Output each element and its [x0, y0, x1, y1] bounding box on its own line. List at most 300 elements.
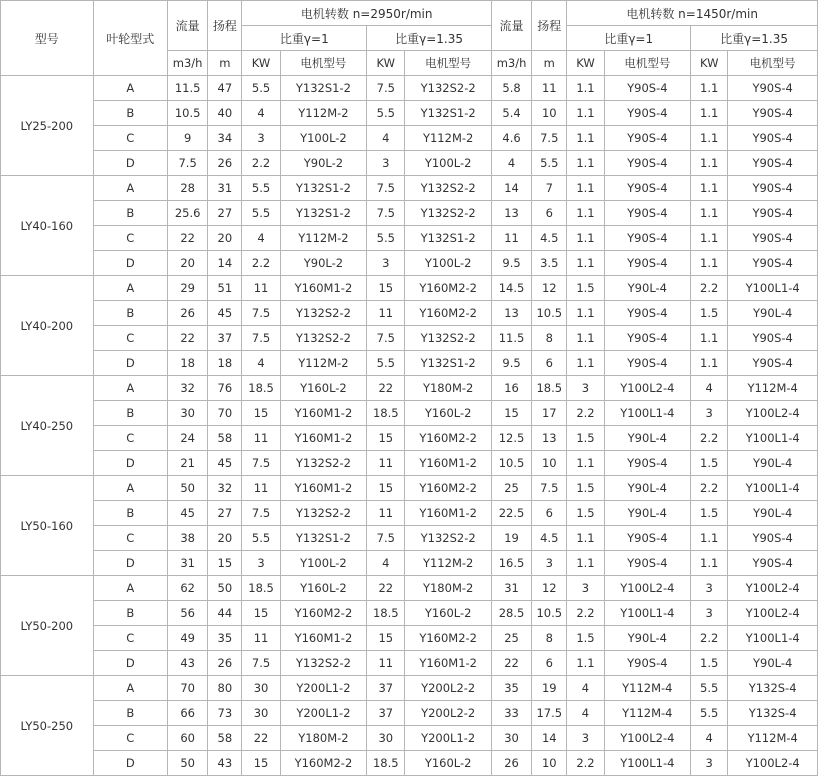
impeller-type-cell: D	[93, 651, 167, 676]
kw-sg1-2950-cell: 11	[242, 276, 280, 301]
motor-sg135-2950-cell: Y160L-2	[405, 401, 492, 426]
motor-sg135-2950-cell: Y132S2-2	[405, 526, 492, 551]
table-row	[1, 226, 818, 251]
flow-2950-cell: 26	[168, 301, 208, 326]
unit-kw-sg1-1450: KW	[567, 51, 604, 76]
motor-sg135-1450-cell: Y132S-4	[728, 676, 818, 701]
head-2950-cell: 50	[208, 576, 242, 601]
kw-sg135-2950-cell: 18.5	[367, 601, 405, 626]
impeller-type-cell: A	[93, 76, 167, 101]
kw-sg135-1450-cell: 1.1	[691, 226, 728, 251]
motor-sg1-2950-cell: Y132S1-2	[280, 76, 367, 101]
kw-sg135-2950-cell: 11	[367, 651, 405, 676]
header-flow-1450: 流量	[491, 1, 531, 51]
model-cell: LY50-250	[1, 676, 94, 776]
motor-sg135-1450-cell: Y90S-4	[728, 151, 818, 176]
table-row	[1, 576, 818, 601]
kw-sg1-1450-cell: 1.1	[567, 126, 604, 151]
kw-sg135-2950-cell: 15	[367, 426, 405, 451]
impeller-type-cell: C	[93, 226, 167, 251]
kw-sg135-1450-cell: 2.2	[691, 476, 728, 501]
kw-sg1-2950-cell: 3	[242, 551, 280, 576]
flow-1450-cell: 12.5	[491, 426, 531, 451]
header-flow-2950: 流量	[168, 1, 208, 51]
kw-sg135-2950-cell: 5.5	[367, 351, 405, 376]
kw-sg135-2950-cell: 4	[367, 126, 405, 151]
kw-sg1-2950-cell: 30	[242, 701, 280, 726]
table-row	[1, 726, 818, 751]
motor-sg135-2950-cell: Y160L-2	[405, 751, 492, 776]
table-row	[1, 126, 818, 151]
head-2950-cell: 15	[208, 551, 242, 576]
motor-sg1-1450-cell: Y100L1-4	[604, 601, 691, 626]
head-1450-cell: 7	[532, 176, 567, 201]
head-2950-cell: 80	[208, 676, 242, 701]
flow-2950-cell: 24	[168, 426, 208, 451]
head-2950-cell: 34	[208, 126, 242, 151]
flow-2950-cell: 38	[168, 526, 208, 551]
flow-2950-cell: 31	[168, 551, 208, 576]
table-row	[1, 251, 818, 276]
kw-sg1-1450-cell: 1.1	[567, 101, 604, 126]
head-1450-cell: 10	[532, 751, 567, 776]
motor-sg135-1450-cell: Y90S-4	[728, 126, 818, 151]
flow-2950-cell: 28	[168, 176, 208, 201]
kw-sg1-1450-cell: 2.2	[567, 401, 604, 426]
kw-sg135-2950-cell: 7.5	[367, 526, 405, 551]
motor-sg1-2950-cell: Y112M-2	[280, 101, 367, 126]
impeller-type-cell: B	[93, 101, 167, 126]
flow-2950-cell: 20	[168, 251, 208, 276]
table-row	[1, 301, 818, 326]
impeller-type-cell: A	[93, 676, 167, 701]
head-1450-cell: 7.5	[532, 476, 567, 501]
kw-sg135-1450-cell: 3	[691, 601, 728, 626]
head-1450-cell: 12	[532, 276, 567, 301]
flow-1450-cell: 4	[491, 151, 531, 176]
motor-sg135-1450-cell: Y90S-4	[728, 176, 818, 201]
motor-sg135-2950-cell: Y132S1-2	[405, 101, 492, 126]
kw-sg135-2950-cell: 11	[367, 301, 405, 326]
flow-2950-cell: 32	[168, 376, 208, 401]
kw-sg135-1450-cell: 2.2	[691, 276, 728, 301]
kw-sg1-2950-cell: 4	[242, 226, 280, 251]
table-row	[1, 326, 818, 351]
kw-sg135-1450-cell: 1.1	[691, 76, 728, 101]
motor-sg135-1450-cell: Y90L-4	[728, 301, 818, 326]
motor-sg1-1450-cell: Y90L-4	[604, 476, 691, 501]
flow-2950-cell: 10.5	[168, 101, 208, 126]
impeller-type-cell: B	[93, 701, 167, 726]
impeller-type-cell: D	[93, 151, 167, 176]
kw-sg135-1450-cell: 1.1	[691, 126, 728, 151]
motor-sg1-1450-cell: Y90S-4	[604, 151, 691, 176]
header-head-1450: 扬程	[532, 1, 567, 51]
motor-sg1-1450-cell: Y90S-4	[604, 451, 691, 476]
motor-sg1-2950-cell: Y90L-2	[280, 251, 367, 276]
head-1450-cell: 4.5	[532, 526, 567, 551]
head-1450-cell: 12	[532, 576, 567, 601]
unit-kw-sg1-2950: KW	[242, 51, 280, 76]
head-1450-cell: 13	[532, 426, 567, 451]
motor-sg135-2950-cell: Y200L2-2	[405, 701, 492, 726]
kw-sg1-1450-cell: 1.5	[567, 501, 604, 526]
kw-sg1-2950-cell: 18.5	[242, 576, 280, 601]
table-body	[1, 76, 818, 776]
motor-sg1-1450-cell: Y90S-4	[604, 76, 691, 101]
flow-2950-cell: 29	[168, 276, 208, 301]
flow-1450-cell: 11.5	[491, 326, 531, 351]
head-1450-cell: 6	[532, 501, 567, 526]
kw-sg135-2950-cell: 3	[367, 151, 405, 176]
kw-sg1-1450-cell: 1.1	[567, 176, 604, 201]
header-model: 型号	[1, 1, 94, 76]
flow-1450-cell: 30	[491, 726, 531, 751]
flow-1450-cell: 9.5	[491, 251, 531, 276]
head-1450-cell: 19	[532, 676, 567, 701]
motor-sg1-1450-cell: Y100L2-4	[604, 376, 691, 401]
flow-1450-cell: 33	[491, 701, 531, 726]
kw-sg1-2950-cell: 18.5	[242, 376, 280, 401]
kw-sg1-2950-cell: 11	[242, 476, 280, 501]
kw-sg135-2950-cell: 3	[367, 251, 405, 276]
motor-sg135-2950-cell: Y132S1-2	[405, 226, 492, 251]
motor-sg135-2950-cell: Y132S2-2	[405, 326, 492, 351]
impeller-type-cell: D	[93, 551, 167, 576]
motor-sg135-2950-cell: Y132S2-2	[405, 201, 492, 226]
motor-sg135-2950-cell: Y112M-2	[405, 551, 492, 576]
table-row	[1, 701, 818, 726]
flow-1450-cell: 35	[491, 676, 531, 701]
kw-sg1-2950-cell: 7.5	[242, 451, 280, 476]
table-row	[1, 551, 818, 576]
kw-sg1-1450-cell: 1.1	[567, 551, 604, 576]
head-1450-cell: 8	[532, 326, 567, 351]
table-row	[1, 676, 818, 701]
kw-sg135-2950-cell: 11	[367, 451, 405, 476]
flow-1450-cell: 10.5	[491, 451, 531, 476]
impeller-type-cell: B	[93, 201, 167, 226]
kw-sg1-2950-cell: 3	[242, 126, 280, 151]
motor-sg135-1450-cell: Y90S-4	[728, 101, 818, 126]
head-2950-cell: 70	[208, 401, 242, 426]
unit-flow-1450: m3/h	[491, 51, 531, 76]
kw-sg135-2950-cell: 30	[367, 726, 405, 751]
head-2950-cell: 14	[208, 251, 242, 276]
motor-sg135-2950-cell: Y180M-2	[405, 576, 492, 601]
motor-sg135-1450-cell: Y100L2-4	[728, 401, 818, 426]
kw-sg135-2950-cell: 5.5	[367, 226, 405, 251]
kw-sg135-1450-cell: 2.2	[691, 426, 728, 451]
head-2950-cell: 31	[208, 176, 242, 201]
unit-flow-2950: m3/h	[168, 51, 208, 76]
flow-2950-cell: 11.5	[168, 76, 208, 101]
motor-sg1-1450-cell: Y90S-4	[604, 351, 691, 376]
kw-sg135-2950-cell: 7.5	[367, 201, 405, 226]
flow-1450-cell: 13	[491, 301, 531, 326]
flow-1450-cell: 14.5	[491, 276, 531, 301]
kw-sg135-2950-cell: 22	[367, 576, 405, 601]
kw-sg1-2950-cell: 4	[242, 351, 280, 376]
impeller-type-cell: C	[93, 126, 167, 151]
motor-sg1-2950-cell: Y90L-2	[280, 151, 367, 176]
head-2950-cell: 43	[208, 751, 242, 776]
flow-2950-cell: 25.6	[168, 201, 208, 226]
flow-2950-cell: 50	[168, 476, 208, 501]
table-row	[1, 351, 818, 376]
header-impeller: 叶轮型式	[93, 1, 167, 76]
flow-1450-cell: 5.4	[491, 101, 531, 126]
table-row	[1, 176, 818, 201]
motor-sg135-1450-cell: Y90S-4	[728, 326, 818, 351]
kw-sg1-1450-cell: 4	[567, 701, 604, 726]
motor-sg1-1450-cell: Y90S-4	[604, 651, 691, 676]
kw-sg1-2950-cell: 7.5	[242, 501, 280, 526]
motor-sg1-2950-cell: Y160M1-2	[280, 426, 367, 451]
impeller-type-cell: A	[93, 476, 167, 501]
flow-1450-cell: 22	[491, 651, 531, 676]
motor-sg135-2950-cell: Y100L-2	[405, 151, 492, 176]
flow-1450-cell: 31	[491, 576, 531, 601]
kw-sg135-2950-cell: 15	[367, 476, 405, 501]
motor-sg1-1450-cell: Y90L-4	[604, 276, 691, 301]
head-1450-cell: 10.5	[532, 601, 567, 626]
flow-1450-cell: 4.6	[491, 126, 531, 151]
flow-2950-cell: 66	[168, 701, 208, 726]
header-sg135-2950: 比重γ=1.35	[367, 26, 492, 51]
model-cell: LY40-200	[1, 276, 94, 376]
flow-1450-cell: 9.5	[491, 351, 531, 376]
kw-sg1-2950-cell: 30	[242, 676, 280, 701]
header-sg135-1450: 比重γ=1.35	[691, 26, 818, 51]
head-1450-cell: 6	[532, 201, 567, 226]
flow-1450-cell: 16.5	[491, 551, 531, 576]
motor-sg135-1450-cell: Y132S-4	[728, 701, 818, 726]
head-2950-cell: 58	[208, 426, 242, 451]
kw-sg1-1450-cell: 1.1	[567, 351, 604, 376]
head-2950-cell: 73	[208, 701, 242, 726]
motor-sg135-1450-cell: Y90S-4	[728, 351, 818, 376]
kw-sg135-1450-cell: 1.5	[691, 501, 728, 526]
head-2950-cell: 27	[208, 201, 242, 226]
head-2950-cell: 37	[208, 326, 242, 351]
motor-sg135-1450-cell: Y90L-4	[728, 651, 818, 676]
unit-kw-sg135-2950: KW	[367, 51, 405, 76]
motor-sg1-1450-cell: Y100L1-4	[604, 401, 691, 426]
kw-sg1-1450-cell: 4	[567, 676, 604, 701]
table-row	[1, 151, 818, 176]
motor-sg1-2950-cell: Y200L1-2	[280, 701, 367, 726]
kw-sg1-1450-cell: 1.5	[567, 626, 604, 651]
flow-2950-cell: 22	[168, 226, 208, 251]
flow-1450-cell: 25	[491, 626, 531, 651]
motor-sg1-1450-cell: Y90S-4	[604, 326, 691, 351]
table-row	[1, 526, 818, 551]
motor-sg1-1450-cell: Y90S-4	[604, 201, 691, 226]
motor-sg1-1450-cell: Y90S-4	[604, 301, 691, 326]
head-1450-cell: 10	[532, 101, 567, 126]
head-1450-cell: 18.5	[532, 376, 567, 401]
head-2950-cell: 58	[208, 726, 242, 751]
kw-sg135-1450-cell: 1.5	[691, 451, 728, 476]
motor-sg135-2950-cell: Y160M1-2	[405, 501, 492, 526]
head-1450-cell: 7.5	[532, 126, 567, 151]
kw-sg135-1450-cell: 1.1	[691, 551, 728, 576]
motor-sg135-2950-cell: Y132S1-2	[405, 351, 492, 376]
motor-sg1-1450-cell: Y100L2-4	[604, 576, 691, 601]
head-2950-cell: 47	[208, 76, 242, 101]
flow-1450-cell: 11	[491, 226, 531, 251]
motor-sg135-1450-cell: Y90S-4	[728, 201, 818, 226]
model-cell: LY25-200	[1, 76, 94, 176]
motor-model-sg135-1450: 电机型号	[728, 51, 818, 76]
motor-sg1-2950-cell: Y180M-2	[280, 726, 367, 751]
impeller-type-cell: B	[93, 301, 167, 326]
impeller-type-cell: A	[93, 576, 167, 601]
head-2950-cell: 26	[208, 651, 242, 676]
motor-sg1-2950-cell: Y160L-2	[280, 376, 367, 401]
kw-sg1-1450-cell: 1.1	[567, 151, 604, 176]
kw-sg1-2950-cell: 2.2	[242, 251, 280, 276]
impeller-type-cell: A	[93, 276, 167, 301]
flow-2950-cell: 50	[168, 751, 208, 776]
head-2950-cell: 45	[208, 301, 242, 326]
motor-sg135-1450-cell: Y100L1-4	[728, 276, 818, 301]
head-1450-cell: 4.5	[532, 226, 567, 251]
kw-sg1-1450-cell: 1.1	[567, 226, 604, 251]
kw-sg1-1450-cell: 1.1	[567, 526, 604, 551]
kw-sg135-1450-cell: 1.5	[691, 651, 728, 676]
head-1450-cell: 10.5	[532, 301, 567, 326]
kw-sg1-2950-cell: 7.5	[242, 651, 280, 676]
motor-sg1-2950-cell: Y132S1-2	[280, 526, 367, 551]
motor-sg1-2950-cell: Y132S2-2	[280, 501, 367, 526]
kw-sg1-2950-cell: 15	[242, 601, 280, 626]
header-speed-2950: 电机转数 n=2950r/min	[242, 1, 491, 26]
table-row	[1, 201, 818, 226]
flow-2950-cell: 49	[168, 626, 208, 651]
table-row	[1, 501, 818, 526]
table-row	[1, 651, 818, 676]
head-1450-cell: 8	[532, 626, 567, 651]
flow-2950-cell: 7.5	[168, 151, 208, 176]
kw-sg135-1450-cell: 1.1	[691, 351, 728, 376]
motor-sg1-1450-cell: Y100L1-4	[604, 751, 691, 776]
head-1450-cell: 6	[532, 351, 567, 376]
motor-sg1-1450-cell: Y90S-4	[604, 226, 691, 251]
motor-sg135-1450-cell: Y100L1-4	[728, 626, 818, 651]
head-2950-cell: 51	[208, 276, 242, 301]
flow-2950-cell: 43	[168, 651, 208, 676]
impeller-type-cell: D	[93, 451, 167, 476]
kw-sg135-1450-cell: 3	[691, 751, 728, 776]
unit-head-1450: m	[532, 51, 567, 76]
motor-model-sg135-2950: 电机型号	[405, 51, 492, 76]
flow-1450-cell: 14	[491, 176, 531, 201]
kw-sg135-1450-cell: 2.2	[691, 626, 728, 651]
flow-2950-cell: 60	[168, 726, 208, 751]
motor-sg1-2950-cell: Y132S2-2	[280, 326, 367, 351]
kw-sg135-2950-cell: 18.5	[367, 751, 405, 776]
motor-sg1-2950-cell: Y132S2-2	[280, 651, 367, 676]
header-speed-1450: 电机转数 n=1450r/min	[567, 1, 818, 26]
kw-sg1-2950-cell: 15	[242, 751, 280, 776]
kw-sg1-2950-cell: 5.5	[242, 176, 280, 201]
motor-sg135-1450-cell: Y90S-4	[728, 526, 818, 551]
kw-sg1-2950-cell: 15	[242, 401, 280, 426]
motor-sg135-1450-cell: Y112M-4	[728, 376, 818, 401]
kw-sg1-2950-cell: 7.5	[242, 326, 280, 351]
flow-1450-cell: 22.5	[491, 501, 531, 526]
kw-sg135-2950-cell: 5.5	[367, 101, 405, 126]
flow-1450-cell: 19	[491, 526, 531, 551]
model-cell: LY40-160	[1, 176, 94, 276]
kw-sg135-2950-cell: 7.5	[367, 326, 405, 351]
head-2950-cell: 26	[208, 151, 242, 176]
motor-sg135-1450-cell: Y90S-4	[728, 76, 818, 101]
kw-sg1-1450-cell: 1.1	[567, 326, 604, 351]
kw-sg135-1450-cell: 1.1	[691, 201, 728, 226]
motor-sg1-2950-cell: Y160M1-2	[280, 401, 367, 426]
flow-2950-cell: 22	[168, 326, 208, 351]
impeller-type-cell: D	[93, 251, 167, 276]
flow-1450-cell: 15	[491, 401, 531, 426]
kw-sg1-1450-cell: 2.2	[567, 601, 604, 626]
motor-sg1-2950-cell: Y112M-2	[280, 226, 367, 251]
motor-sg1-1450-cell: Y100L2-4	[604, 726, 691, 751]
motor-sg135-1450-cell: Y90S-4	[728, 551, 818, 576]
table-row	[1, 476, 818, 501]
head-1450-cell: 17.5	[532, 701, 567, 726]
flow-1450-cell: 26	[491, 751, 531, 776]
flow-1450-cell: 13	[491, 201, 531, 226]
motor-sg1-2950-cell: Y160L-2	[280, 576, 367, 601]
motor-sg135-2950-cell: Y160M1-2	[405, 651, 492, 676]
motor-sg135-2950-cell: Y180M-2	[405, 376, 492, 401]
header-head-2950: 扬程	[208, 1, 242, 51]
table-row	[1, 376, 818, 401]
kw-sg135-2950-cell: 18.5	[367, 401, 405, 426]
kw-sg135-2950-cell: 15	[367, 626, 405, 651]
motor-sg135-1450-cell: Y100L2-4	[728, 601, 818, 626]
head-1450-cell: 10	[532, 451, 567, 476]
motor-sg1-2950-cell: Y112M-2	[280, 351, 367, 376]
kw-sg1-1450-cell: 1.5	[567, 426, 604, 451]
table-row	[1, 626, 818, 651]
motor-model-sg1-2950: 电机型号	[280, 51, 367, 76]
motor-sg135-2950-cell: Y132S2-2	[405, 176, 492, 201]
motor-sg1-1450-cell: Y90S-4	[604, 126, 691, 151]
motor-sg1-2950-cell: Y160M1-2	[280, 276, 367, 301]
flow-2950-cell: 62	[168, 576, 208, 601]
flow-2950-cell: 9	[168, 126, 208, 151]
flow-2950-cell: 30	[168, 401, 208, 426]
table-header	[1, 1, 818, 76]
kw-sg135-2950-cell: 7.5	[367, 76, 405, 101]
motor-sg135-2950-cell: Y160M2-2	[405, 426, 492, 451]
head-1450-cell: 3	[532, 551, 567, 576]
flow-2950-cell: 45	[168, 501, 208, 526]
motor-sg135-2950-cell: Y112M-2	[405, 126, 492, 151]
kw-sg135-1450-cell: 1.1	[691, 251, 728, 276]
kw-sg1-2950-cell: 5.5	[242, 76, 280, 101]
kw-sg135-2950-cell: 37	[367, 676, 405, 701]
motor-sg135-1450-cell: Y100L2-4	[728, 576, 818, 601]
kw-sg1-1450-cell: 3	[567, 576, 604, 601]
table-row	[1, 601, 818, 626]
head-2950-cell: 32	[208, 476, 242, 501]
motor-sg1-2950-cell: Y160M2-2	[280, 601, 367, 626]
